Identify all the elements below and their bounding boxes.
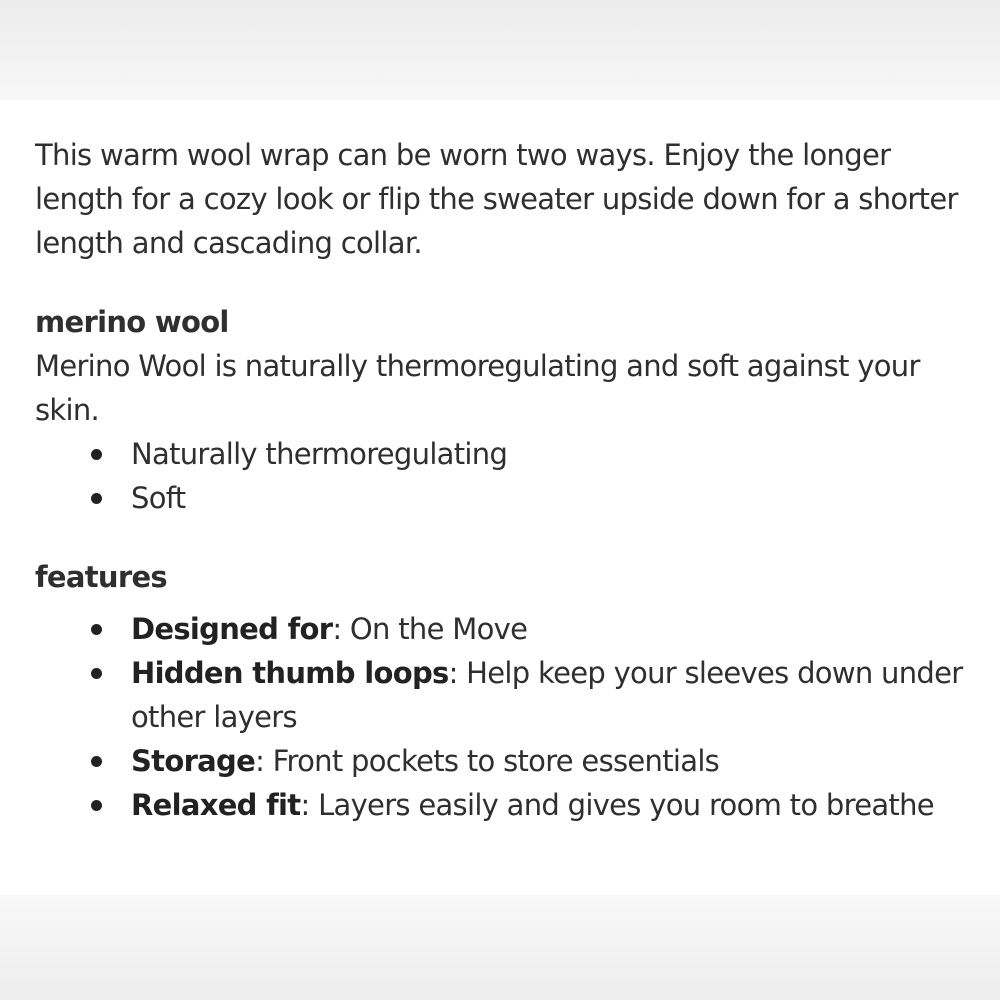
bottom-margin-band [0,895,1000,1000]
features-bullet-list [35,607,980,827]
bullet-icon [91,756,102,767]
list-item [131,476,980,520]
feature-term: Storage [131,744,256,778]
feature-term: Hidden thumb loops [131,656,449,690]
bullet-icon [91,624,102,635]
bullet-icon [91,800,102,811]
bullet-text: Naturally thermoregulating [131,437,508,471]
product-description-panel [0,100,1000,895]
feature-separator: : [332,612,342,646]
feature-text: Layers easily and gives you room to breathe [309,788,934,822]
list-item [131,432,980,476]
feature-term: Relaxed fit [131,788,301,822]
feature-separator: : [255,744,265,778]
list-item [131,783,980,827]
description-content [35,133,980,827]
feature-text: On the Move [341,612,528,646]
feature-text: Help keep your sleeves down under other layers [131,656,963,734]
feature-term: Designed for [131,612,333,646]
features-section-title: features [35,560,167,594]
merino-description: Merino Wool is naturally thermoregulating and soft against your skin. [35,349,920,427]
merino-section-title: merino wool [35,305,229,339]
intro-paragraph: This warm wool wrap can be worn two ways. Enjoy the longer length for a cozy look or flip the sweater upside down for a shorter length and cascading collar. [35,138,958,260]
bullet-icon [91,668,102,679]
list-item [131,651,980,739]
bullet-icon [91,493,102,504]
feature-text: Front pockets to store essentials [264,744,720,778]
list-item [131,607,980,651]
list-item [131,739,980,783]
feature-separator: : [300,788,310,822]
feature-separator: : [448,656,458,690]
bullet-text: Soft [131,481,186,515]
merino-bullet-list [35,432,980,520]
bullet-icon [91,449,102,460]
top-margin-band [0,0,1000,100]
